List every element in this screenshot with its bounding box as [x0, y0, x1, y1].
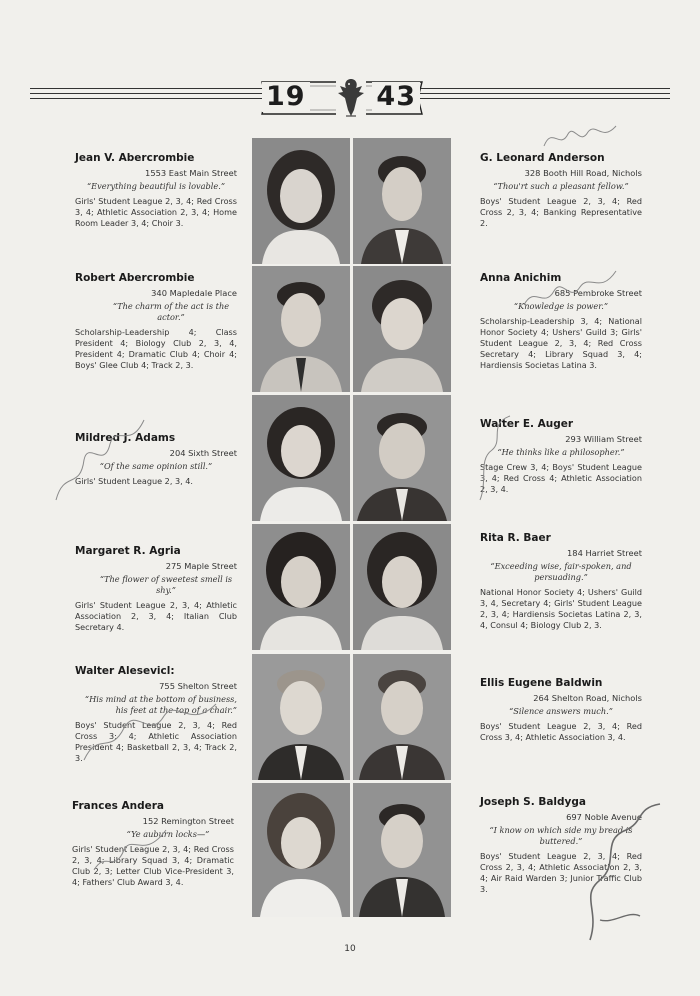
student-photo: [353, 524, 451, 650]
student-address: 1553 East Main Street: [145, 168, 237, 178]
student-activities: Girls' Student League 2, 3, 4; Athletic Association 2, 3, 4; Italian Club Secretary 4.: [75, 600, 237, 632]
student-address: 152 Remington Street: [142, 816, 234, 826]
student-address: 275 Maple Street: [165, 561, 237, 571]
student-name: Anna Anichim: [480, 272, 562, 284]
student-quote: “Of the same opinion still.”: [99, 461, 213, 471]
student-quote: “Exceeding wise, fair-spoken, and persuading.”: [490, 561, 632, 582]
student-activities: Stage Crew 3, 4; Boys' Student League 3, 4; Red Cross 4; Athletic Association 2, 3, 4.: [480, 462, 642, 494]
student-photo: [252, 138, 350, 264]
page-number: 10: [344, 944, 356, 954]
student-address: 264 Shelton Road, Nichols: [533, 693, 642, 703]
header-rule-left-top: [30, 88, 262, 89]
handwritten-signature: [90, 820, 170, 880]
header-rule-left-bottom: [30, 98, 262, 99]
student-photo: [252, 266, 350, 392]
student-quote: “His mind at the bottom of business, his feet at the top of a chair.”: [84, 694, 237, 715]
student-address: 755 Shelton Street: [159, 681, 237, 691]
student-address: 328 Booth Hill Road, Nichols: [524, 168, 642, 178]
student-activities: Boys' Student League 2, 3, 4; Red Cross 3, 4; Athletic Association 3, 4.: [480, 721, 642, 742]
student-name: Rita R. Baer: [480, 532, 551, 544]
student-entry: [75, 152, 237, 229]
student-photo: [353, 138, 451, 264]
student-activities: Boys' Student League 2, 3, 4; Red Cross 3; 4; Athletic Association President 4; Basketball 2, 3, 4; Track 2, 3.: [75, 720, 237, 763]
year-left: 19: [262, 82, 310, 112]
student-entry: [480, 532, 642, 631]
student-address: 685 Pembroke Street: [554, 288, 642, 298]
student-photo: [353, 266, 451, 392]
student-activities: Boys' Student League 2, 3, 4; Red Cross 2, 3, 4; Athletic Association 2, 3, 4; Air Raid Warden 3; Junior Traffic Club 3.: [480, 851, 642, 894]
student-photo: [353, 395, 451, 521]
student-quote: “I know on which side my bread is buttered.”: [489, 825, 633, 846]
student-quote: “The flower of sweetest smell is shy.”: [99, 574, 233, 595]
student-photo: [252, 395, 350, 521]
eagle-emblem-icon: [336, 76, 366, 120]
student-activities: National Honor Society 4; Ushers' Guild 3, 4, Secretary 4; Girls' Student League 2, 3, 4; Hardiensis Societas Latina 2, 3, 4, Consul 4; Biology Club 2, 3.: [480, 587, 642, 630]
header-rule-left-mid: [30, 93, 262, 94]
handwritten-signature: [80, 690, 220, 770]
student-name: G. Leonard Anderson: [480, 152, 605, 164]
student-name: Mildred J. Adams: [75, 432, 176, 444]
student-address: 184 Harriet Street: [567, 548, 642, 558]
student-entry: [75, 272, 237, 371]
handwritten-signature: [50, 410, 150, 510]
header-rule-right-mid: [420, 93, 670, 94]
student-address: 204 Sixth Street: [169, 448, 237, 458]
student-photo: [252, 783, 350, 917]
student-name: Walter Alesevicl:: [75, 665, 175, 677]
student-name: Walter E. Auger: [480, 418, 574, 430]
header-rule-right-top: [420, 88, 670, 89]
student-quote: “He thinks like a philosopher.”: [497, 447, 625, 457]
header-rule-right-bottom: [420, 98, 670, 99]
student-activities: Girls' Student League 2, 3, 4; Red Cross 3, 4; Athletic Association 2, 3, 4; Home Room Leader 3, 4; Choir 3.: [75, 196, 237, 228]
student-activities: Boys' Student League 2, 3, 4; Red Cross 2, 3, 4; Banking Representative 2.: [480, 196, 642, 228]
student-photo: [252, 524, 350, 650]
student-name: Frances Andera: [72, 800, 164, 812]
student-photo: [353, 654, 451, 780]
student-photo: [353, 783, 451, 917]
student-address: 340 Mapledale Place: [151, 288, 237, 298]
student-name: Margaret R. Agria: [75, 545, 181, 557]
student-name: Ellis Eugene Baldwin: [480, 677, 603, 689]
student-activities: Scholarship-Leadership 4; Class President 4; Biology Club 2, 3, 4, President 4; Dramatic Club 4; Choir 4; Boys' Glee Club 4; Track 2, 3.: [75, 327, 237, 370]
student-activities: Girls' Student League 2, 3, 4; Red Cross 2, 3, 4; Library Squad 3, 4; Dramatic Club 2, 3; Letter Club Vice-President 3, 4; Fathers' Club Award 3, 4.: [72, 844, 234, 887]
year-right: 43: [372, 82, 420, 112]
student-quote: “Thou'rt such a pleasant fellow.”: [493, 181, 629, 191]
student-address: 293 William Street: [565, 434, 642, 444]
student-quote: “Knowledge is power.”: [513, 301, 609, 311]
student-address: 697 Noble Avenue: [566, 812, 642, 822]
student-quote: “Ye auburn locks—”: [126, 829, 210, 839]
student-entry: [75, 545, 237, 633]
student-name: Jean V. Abercrombie: [75, 152, 195, 164]
handwritten-signature: [540, 116, 620, 156]
student-name: Joseph S. Baldyga: [480, 796, 586, 808]
student-entry: [480, 152, 642, 229]
student-activities: Scholarship-Leadership 3, 4; National Honor Society 4; Ushers' Guild 3; Girls' Student League 2, 3, 4; Red Cross Secretary 4; Library Squad 3, 4; Hardiensis Societas Latina 3.: [480, 316, 642, 370]
student-entry: [480, 677, 642, 743]
handwritten-signature: [570, 800, 670, 950]
student-activities: Girls' Student League 2, 3, 4.: [75, 476, 193, 486]
student-name: Robert Abercrombie: [75, 272, 195, 284]
handwritten-signature: [470, 410, 530, 510]
handwritten-signature: [520, 265, 620, 315]
student-quote: “Everything beautiful is lovable.”: [86, 181, 226, 191]
student-quote: “Silence answers much.”: [509, 706, 613, 716]
student-quote: “The charm of the act is the actor.”: [112, 301, 230, 322]
student-photo: [252, 654, 350, 780]
